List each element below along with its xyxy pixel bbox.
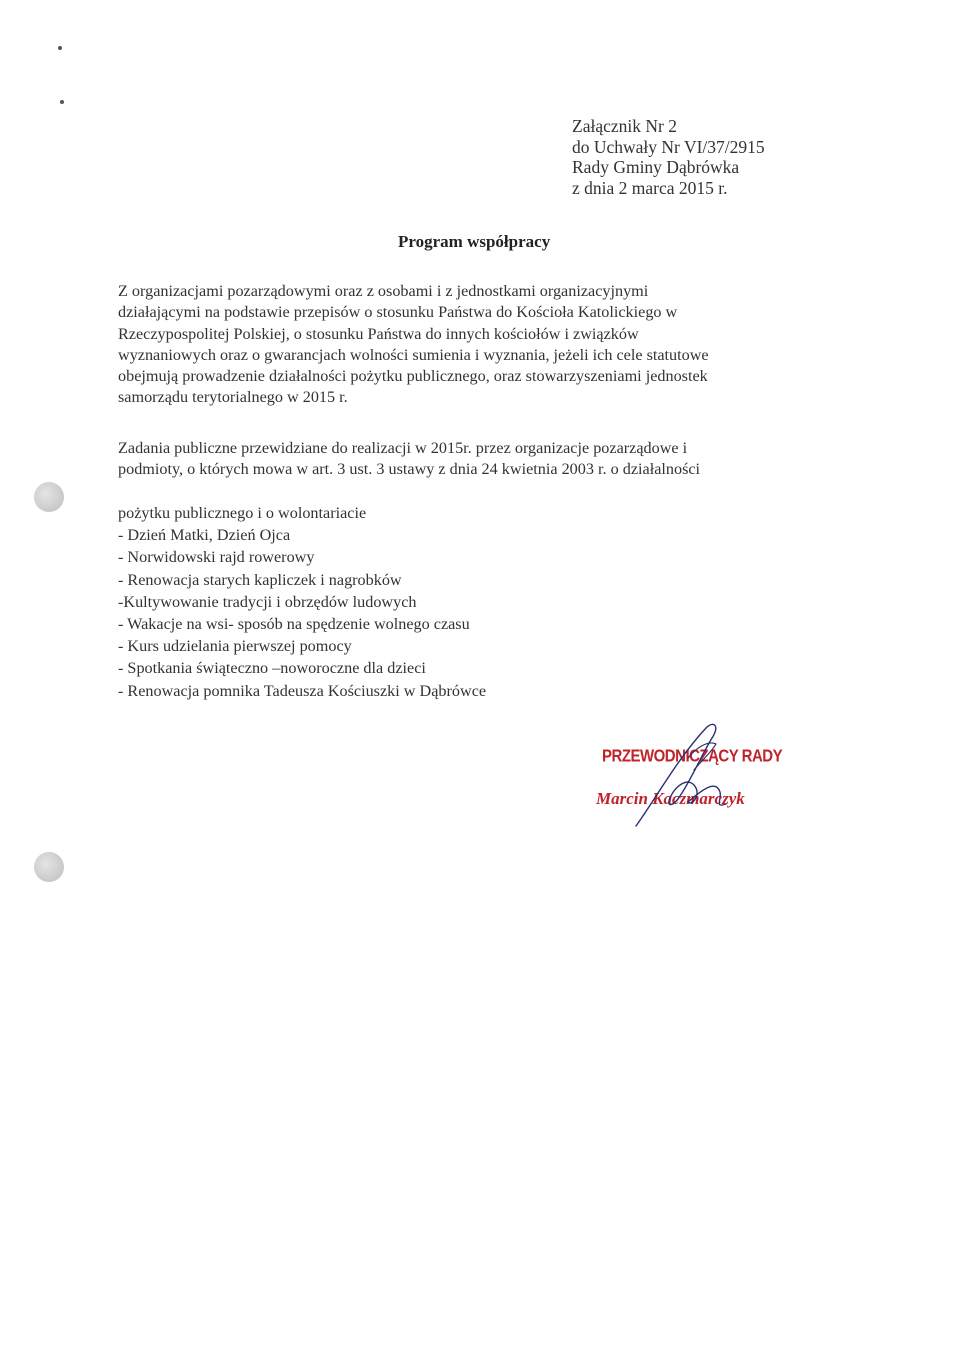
paragraph-line: podmioty, o których mowa w art. 3 ust. 3 ustawy z dnia 24 kwietnia 2003 r. o działalności bbox=[118, 460, 701, 479]
resolution-number: do Uchwały Nr VI/37/2915 bbox=[572, 136, 765, 157]
scan-speck bbox=[60, 100, 64, 104]
tasks-intro-paragraph bbox=[118, 438, 838, 481]
signature bbox=[636, 724, 726, 826]
list-item: - Kurs udzielania pierwszej pomocy bbox=[118, 637, 352, 656]
punch-hole bbox=[34, 852, 64, 882]
attachment-number: Załącznik Nr 2 bbox=[572, 116, 677, 136]
paragraph-line: Z organizacjami pozarządowymi oraz z osobami i z jednostkami organizacyjnymi bbox=[118, 282, 649, 300]
list-item: - Spotkania świąteczno –noworoczne dla dzieci bbox=[118, 659, 426, 678]
attachment-header bbox=[572, 116, 765, 198]
scan-speck bbox=[58, 46, 62, 50]
list-item: - Renowacja starych kapliczek i nagrobków bbox=[118, 570, 402, 589]
list-item: - Wakacje na wsi- sposób na spędzenie wolnego czasu bbox=[118, 615, 470, 634]
council-name: Rady Gminy Dąbrówka bbox=[572, 157, 740, 177]
paragraph-line: samorządu terytorialnego w 2015 r. bbox=[118, 388, 348, 407]
stamp-title: PRZEWODNICZĄCY RADY bbox=[602, 746, 783, 766]
resolution-date: z dnia 2 marca 2015 r. bbox=[572, 177, 728, 198]
list-item: -Kultywowanie tradycji i obrzędów ludowych bbox=[118, 592, 417, 611]
list-item: - Renowacja pomnika Tadeusza Kościuszki w Dąbrówce bbox=[118, 681, 487, 700]
chairman-stamp bbox=[596, 718, 796, 828]
paragraph-line: wyznaniowych oraz o gwarancjach wolności sumienia i wyznania, jeżeli ich cele statutowe bbox=[118, 345, 709, 364]
paragraph-line: obejmują prowadzenie działalności pożytku publicznego, oraz stowarzyszeniami jednostek bbox=[118, 367, 708, 386]
punch-hole bbox=[34, 482, 64, 512]
list-item: - Dzień Matki, Dzień Ojca bbox=[118, 526, 291, 545]
paragraph-line: działającymi na podstawie przepisów o stosunku Państwa do Kościoła Katolickiego w bbox=[118, 303, 678, 322]
stamp-name: Marcin Kaczmarczyk bbox=[596, 789, 745, 808]
list-item: pożytku publicznego i o wolontariacie bbox=[118, 504, 367, 522]
paragraph-line: Rzeczypospolitej Polskiej, o stosunku Państwa do innych kościołów i związków bbox=[118, 324, 639, 343]
public-tasks-list bbox=[118, 502, 486, 702]
intro-paragraph bbox=[118, 281, 838, 409]
document-title: Program współpracy bbox=[398, 232, 551, 251]
paragraph-line: Zadania publiczne przewidziane do realizacji w 2015r. przez organizacje pozarządowe i bbox=[118, 439, 688, 457]
list-item: - Norwidowski rajd rowerowy bbox=[118, 548, 315, 567]
